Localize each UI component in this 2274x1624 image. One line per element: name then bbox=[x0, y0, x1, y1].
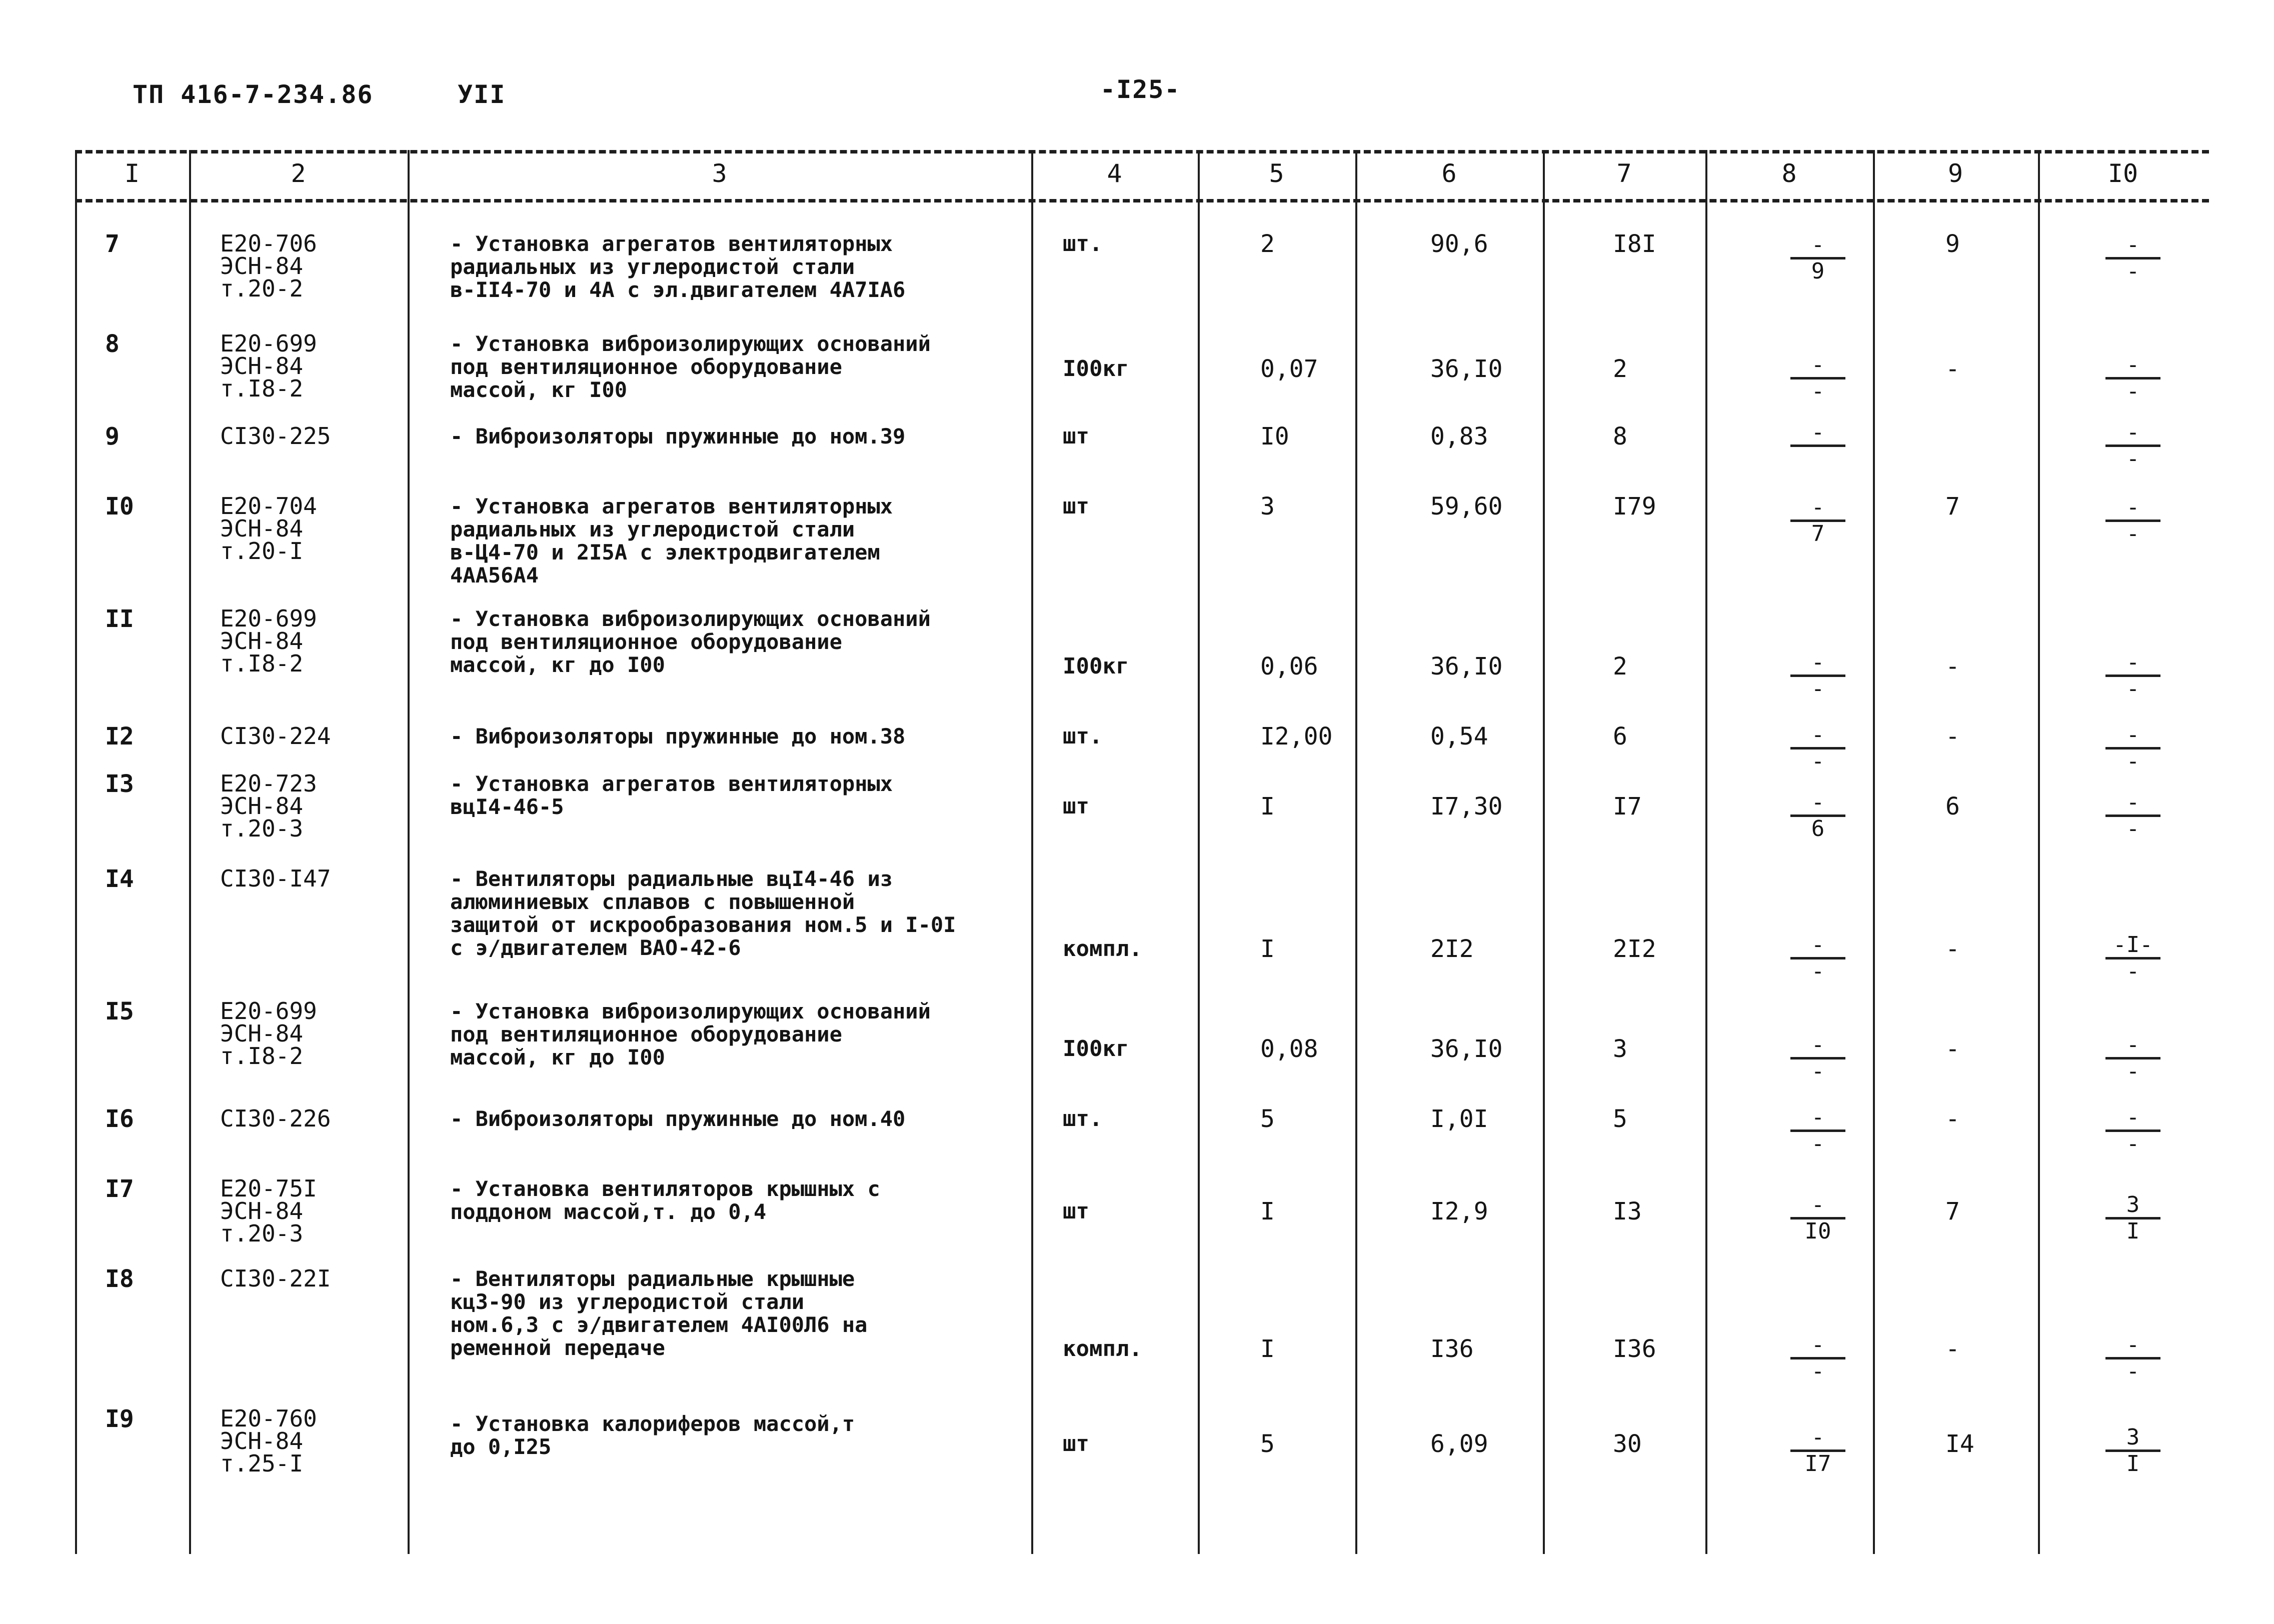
col9-value: 9 bbox=[1945, 230, 1960, 258]
col8-denominator: - bbox=[1811, 958, 1825, 984]
work-description: - Установка виброизолирующих оснований под вентиляционное оборудование массой, кг до I00 bbox=[450, 606, 931, 677]
column-header: 6 bbox=[1441, 159, 1457, 188]
col10-fraction bbox=[2100, 1425, 2165, 1474]
quantity: I bbox=[1260, 792, 1275, 820]
col8-numerator: - bbox=[1811, 790, 1825, 815]
total-cost: 2 bbox=[1613, 652, 1627, 680]
col8-numerator: - bbox=[1811, 494, 1825, 520]
col10-fraction bbox=[2100, 420, 2165, 472]
column-header: I0 bbox=[2107, 159, 2138, 188]
col8-denominator: 9 bbox=[1811, 258, 1825, 284]
row-number: 9 bbox=[105, 422, 120, 450]
col8-denominator: 7 bbox=[1811, 521, 1825, 546]
unit: I00кг bbox=[1063, 356, 1129, 382]
col10-numerator: - bbox=[2126, 352, 2140, 378]
col8-fraction bbox=[1773, 420, 1863, 466]
total-cost: I3 bbox=[1613, 1198, 1642, 1226]
col9-value: - bbox=[1945, 1035, 1960, 1063]
header-bottom-border bbox=[75, 199, 2209, 202]
total-cost: 5 bbox=[1613, 1105, 1627, 1133]
col9-value: I4 bbox=[1945, 1430, 1974, 1458]
quantity: 0,06 bbox=[1260, 652, 1318, 680]
norm-code: Е20-699 ЭСН-84 т.I8-2 bbox=[220, 330, 317, 402]
column-divider bbox=[189, 150, 191, 1554]
col8-numerator: - bbox=[1811, 1032, 1825, 1058]
total-cost: 6 bbox=[1613, 722, 1627, 750]
norm-code: Е20-723 ЭСН-84 т.20-3 bbox=[220, 770, 317, 842]
col8-denominator: I0 bbox=[1804, 1218, 1831, 1244]
col8-fraction bbox=[1773, 932, 1863, 982]
work-description: - Вентиляторы радиальные крышные кц3-90 из углеродистой стали ном.6,3 с э/двигателем 4АI00Л6 на ременной передаче bbox=[450, 1266, 868, 1360]
work-description: - Установка калориферов массой,т до 0,I25 bbox=[450, 1412, 855, 1459]
unit: шт bbox=[1063, 1431, 1089, 1456]
col9-value: - bbox=[1945, 1335, 1960, 1363]
quantity: 5 bbox=[1260, 1105, 1275, 1133]
unit-price: I7,30 bbox=[1430, 792, 1503, 820]
norm-code: Е20-75I ЭСН-84 т.20-3 bbox=[220, 1175, 317, 1247]
quantity: I bbox=[1260, 935, 1275, 963]
col10-numerator: - bbox=[2126, 650, 2140, 675]
col10-fraction bbox=[2100, 722, 2165, 772]
column-divider bbox=[1355, 150, 1357, 1554]
quantity: 3 bbox=[1260, 492, 1275, 520]
col8-fraction bbox=[1773, 1425, 1863, 1474]
unit-price: I36 bbox=[1430, 1335, 1474, 1363]
col10-fraction bbox=[2100, 650, 2165, 702]
unit-price: 36,I0 bbox=[1430, 355, 1503, 383]
col8-denominator: - bbox=[1811, 1358, 1825, 1384]
column-header: I bbox=[124, 159, 140, 188]
col10-numerator: -I- bbox=[2113, 932, 2153, 958]
col10-denominator: - bbox=[2126, 378, 2140, 404]
col10-numerator: - bbox=[2126, 1104, 2140, 1130]
col9-value: - bbox=[1945, 722, 1960, 750]
column-divider bbox=[1543, 150, 1545, 1554]
col8-numerator: - bbox=[1811, 352, 1825, 378]
column-header: 5 bbox=[1269, 159, 1284, 188]
row-number: 7 bbox=[105, 230, 120, 258]
row-number: I0 bbox=[105, 492, 134, 520]
col10-numerator: - bbox=[2126, 722, 2140, 748]
col10-denominator: - bbox=[2126, 1358, 2140, 1384]
doc-code: ТП 416-7-234.86 bbox=[133, 80, 374, 109]
column-divider bbox=[1705, 150, 1707, 1554]
col10-fraction bbox=[2100, 932, 2165, 982]
col8-fraction bbox=[1773, 1332, 1863, 1382]
column-divider bbox=[1873, 150, 1875, 1554]
column-divider bbox=[2038, 150, 2040, 1554]
col8-denominator: 6 bbox=[1811, 816, 1825, 842]
col8-fraction bbox=[1773, 722, 1863, 772]
col9-value: 6 bbox=[1945, 792, 1960, 820]
unit: компл. bbox=[1063, 1336, 1142, 1362]
col8-fraction bbox=[1773, 650, 1863, 702]
col8-denominator: I7 bbox=[1804, 1451, 1831, 1476]
total-cost: 2 bbox=[1613, 355, 1627, 383]
norm-code: СI30-I47 bbox=[220, 865, 331, 892]
col10-numerator: 3 bbox=[2126, 1424, 2140, 1450]
col10-fraction bbox=[2100, 1032, 2165, 1082]
row-number: I3 bbox=[105, 770, 134, 798]
col10-denominator: - bbox=[2126, 676, 2140, 702]
unit-price: 2I2 bbox=[1430, 935, 1474, 963]
col8-fraction bbox=[1773, 352, 1863, 402]
column-header: 2 bbox=[291, 159, 306, 188]
section-number: УII bbox=[458, 80, 506, 109]
row-number: I2 bbox=[105, 722, 134, 750]
total-cost: I79 bbox=[1613, 492, 1656, 520]
unit: шт. bbox=[1063, 1106, 1103, 1132]
col10-fraction bbox=[2100, 1332, 2165, 1382]
col9-value: 7 bbox=[1945, 492, 1960, 520]
row-number: I7 bbox=[105, 1175, 134, 1203]
col10-denominator: I bbox=[2126, 1451, 2140, 1476]
total-cost: 8 bbox=[1613, 422, 1627, 450]
col10-denominator: I bbox=[2126, 1218, 2140, 1244]
col10-numerator: - bbox=[2126, 420, 2140, 445]
col8-denominator: - bbox=[1811, 1131, 1825, 1156]
col10-denominator: - bbox=[2126, 258, 2140, 284]
row-number: II bbox=[105, 605, 134, 633]
norm-code: СI30-226 bbox=[220, 1105, 331, 1132]
col10-numerator: - bbox=[2126, 494, 2140, 520]
table-top-border bbox=[75, 150, 2209, 154]
col10-fraction bbox=[2100, 790, 2165, 842]
column-header: 8 bbox=[1781, 159, 1797, 188]
col10-fraction bbox=[2100, 1105, 2165, 1154]
row-number: I8 bbox=[105, 1265, 134, 1293]
col9-value: - bbox=[1945, 355, 1960, 383]
col9-value: - bbox=[1945, 1105, 1960, 1133]
norm-code: Е20-699 ЭСН-84 т.I8-2 bbox=[220, 998, 317, 1070]
col8-denominator: - bbox=[1811, 1058, 1825, 1084]
col8-numerator: - bbox=[1811, 1332, 1825, 1358]
col10-denominator: - bbox=[2126, 446, 2140, 472]
work-description: - Вентиляторы радиальные вцI4-46 из алюминиевых сплавов с повышенной защитой от искрообразования ном.5 и I-0I с э/двигателем ВАО-42-6 bbox=[450, 866, 956, 960]
col8-numerator: - bbox=[1811, 420, 1825, 445]
col8-numerator: - bbox=[1811, 232, 1825, 258]
col10-numerator: - bbox=[2126, 1332, 2140, 1358]
total-cost: 2I2 bbox=[1613, 935, 1656, 963]
col10-fraction bbox=[2100, 495, 2165, 544]
col10-denominator: - bbox=[2126, 1131, 2140, 1156]
work-description: - Установка виброизолирующих оснований под вентиляционное оборудование массой, кг I00 bbox=[450, 332, 931, 402]
unit: шт bbox=[1063, 494, 1089, 519]
col10-denominator: - bbox=[2126, 748, 2140, 774]
quantity: I0 bbox=[1260, 422, 1289, 450]
work-description: - Установка виброизолирующих оснований под вентиляционное оборудование массой, кг до I00 bbox=[450, 999, 931, 1070]
col10-numerator: 3 bbox=[2126, 1192, 2140, 1218]
norm-code: СI30-225 bbox=[220, 422, 331, 450]
col8-numerator: - bbox=[1811, 650, 1825, 675]
quantity: 5 bbox=[1260, 1430, 1275, 1458]
col8-numerator: - bbox=[1811, 722, 1825, 748]
quantity: 0,07 bbox=[1260, 355, 1318, 383]
row-number: I4 bbox=[105, 865, 134, 893]
col10-numerator: - bbox=[2126, 1032, 2140, 1058]
col9-value: 7 bbox=[1945, 1198, 1960, 1226]
col10-denominator: - bbox=[2126, 816, 2140, 842]
col10-fraction bbox=[2100, 1192, 2165, 1242]
unit: компл. bbox=[1063, 936, 1142, 962]
unit: I00кг bbox=[1063, 1036, 1129, 1062]
page-number: -I25- bbox=[1100, 75, 1181, 104]
quantity: I bbox=[1260, 1335, 1275, 1363]
col8-denominator: - bbox=[1811, 378, 1825, 404]
column-header: 3 bbox=[712, 159, 727, 188]
work-description: - Установка агрегатов вентиляторных радиальных из углеродистой стали в-Ц4-70 и 2I5А с электродвигателем 4АА56А4 bbox=[450, 494, 893, 588]
col10-denominator: - bbox=[2126, 1058, 2140, 1084]
row-number: I5 bbox=[105, 998, 134, 1026]
work-description: - Установка агрегатов вентиляторных вцI4-46-5 bbox=[450, 772, 893, 819]
norm-code: Е20-704 ЭСН-84 т.20-I bbox=[220, 492, 317, 564]
col8-fraction bbox=[1773, 790, 1863, 842]
unit-price: 90,6 bbox=[1430, 230, 1488, 258]
unit: шт. bbox=[1063, 724, 1103, 749]
unit-price: 36,I0 bbox=[1430, 652, 1503, 680]
total-cost: I36 bbox=[1613, 1335, 1656, 1363]
column-divider bbox=[75, 150, 77, 1554]
col8-numerator: - bbox=[1811, 932, 1825, 958]
column-header: 4 bbox=[1107, 159, 1122, 188]
total-cost: 3 bbox=[1613, 1035, 1627, 1063]
col8-fraction bbox=[1773, 1192, 1863, 1242]
unit-price: 6,09 bbox=[1430, 1430, 1488, 1458]
col8-fraction bbox=[1773, 1105, 1863, 1154]
norm-code: СI30-224 bbox=[220, 722, 331, 750]
unit-price: I,0I bbox=[1430, 1105, 1488, 1133]
col10-denominator: - bbox=[2126, 958, 2140, 984]
col10-numerator: - bbox=[2126, 790, 2140, 815]
column-divider bbox=[408, 150, 410, 1554]
quantity: I2,00 bbox=[1260, 722, 1333, 750]
col8-numerator: - bbox=[1811, 1424, 1825, 1450]
quantity: 2 bbox=[1260, 230, 1275, 258]
unit: I00кг bbox=[1063, 654, 1129, 679]
quantity: 0,08 bbox=[1260, 1035, 1318, 1063]
norm-code: Е20-706 ЭСН-84 т.20-2 bbox=[220, 230, 317, 302]
unit: шт bbox=[1063, 424, 1089, 449]
work-description: - Виброизоляторы пружинные до ном.38 bbox=[450, 724, 906, 748]
row-number: 8 bbox=[105, 330, 120, 358]
unit: шт bbox=[1063, 794, 1089, 819]
work-description: - Виброизоляторы пружинные до ном.40 bbox=[450, 1106, 906, 1131]
norm-code: Е20-760 ЭСН-84 т.25-I bbox=[220, 1405, 317, 1477]
norm-code: Е20-699 ЭСН-84 т.I8-2 bbox=[220, 605, 317, 677]
col8-numerator: - bbox=[1811, 1104, 1825, 1130]
unit-price: I2,9 bbox=[1430, 1198, 1488, 1226]
work-description: - Виброизоляторы пружинные до ном.39 bbox=[450, 424, 906, 448]
total-cost: I7 bbox=[1613, 792, 1642, 820]
col8-denominator: - bbox=[1811, 748, 1825, 774]
col8-denominator: - bbox=[1811, 676, 1825, 702]
col10-denominator: - bbox=[2126, 521, 2140, 546]
norm-code: СI30-22I bbox=[220, 1265, 331, 1292]
unit-price: 0,83 bbox=[1430, 422, 1488, 450]
col8-numerator: - bbox=[1811, 1192, 1825, 1218]
column-header: 7 bbox=[1616, 159, 1632, 188]
unit: шт. bbox=[1063, 231, 1103, 256]
fraction-bar bbox=[1790, 444, 1845, 447]
unit-price: 0,54 bbox=[1430, 722, 1488, 750]
unit-price: 59,60 bbox=[1430, 492, 1503, 520]
column-header: 9 bbox=[1947, 159, 1963, 188]
work-description: - Установка агрегатов вентиляторных радиальных из углеродистой стали в-II4-70 и 4А с эл.двигателем 4А7IА6 bbox=[450, 232, 906, 302]
total-cost: I8I bbox=[1613, 230, 1656, 258]
col9-value: - bbox=[1945, 935, 1960, 963]
work-description: - Установка вентиляторов крышных с поддоном массой,т. до 0,4 bbox=[450, 1176, 880, 1224]
row-number: I6 bbox=[105, 1105, 134, 1133]
col8-fraction bbox=[1773, 495, 1863, 544]
col10-numerator: - bbox=[2126, 232, 2140, 258]
col10-fraction bbox=[2100, 232, 2165, 282]
row-number: I9 bbox=[105, 1405, 134, 1433]
col8-fraction bbox=[1773, 1032, 1863, 1082]
unit: шт bbox=[1063, 1198, 1089, 1224]
col8-fraction bbox=[1773, 232, 1863, 282]
column-divider bbox=[1031, 150, 1033, 1554]
quantity: I bbox=[1260, 1198, 1275, 1226]
total-cost: 30 bbox=[1613, 1430, 1642, 1458]
column-divider bbox=[1198, 150, 1200, 1554]
unit-price: 36,I0 bbox=[1430, 1035, 1503, 1063]
col9-value: - bbox=[1945, 652, 1960, 680]
col10-fraction bbox=[2100, 352, 2165, 402]
